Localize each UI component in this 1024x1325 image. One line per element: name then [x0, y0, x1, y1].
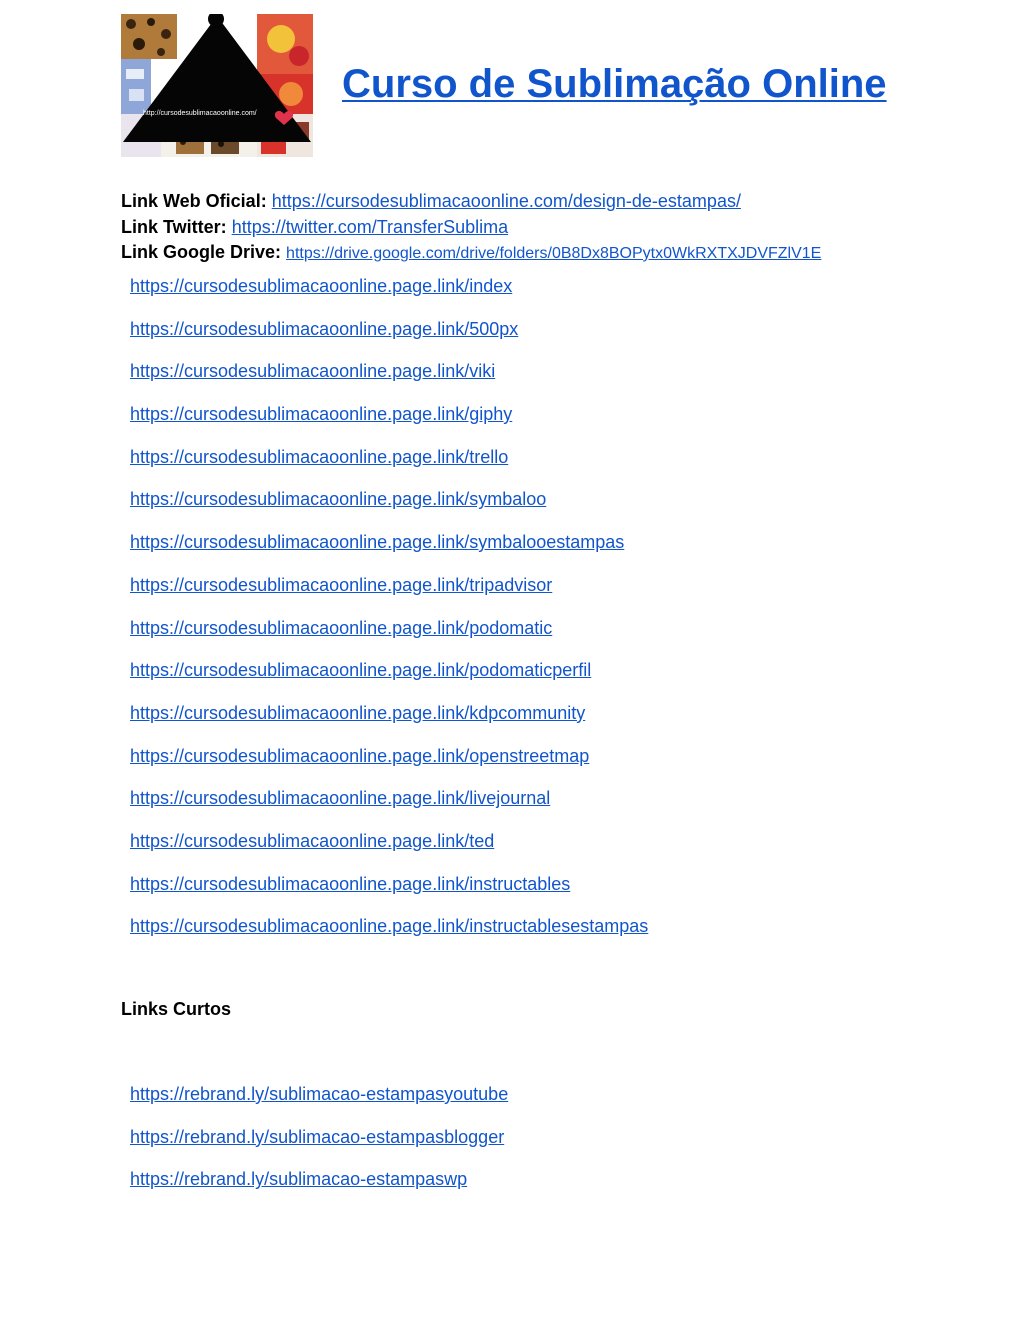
- page-link-openstreetmap[interactable]: https://cursodesublimacaoonline.page.link/openstreetmap: [130, 745, 590, 766]
- list-item: [130, 530, 648, 573]
- list-item: [130, 616, 648, 659]
- list-item: [130, 359, 648, 402]
- page-link-instructablesestampas[interactable]: https://cursodesublimacaoonline.page.link/instructablesestampas: [130, 916, 649, 937]
- list-item: [130, 701, 648, 744]
- list-item: [130, 1167, 508, 1210]
- page-title[interactable]: Curso de Sublimação Online: [342, 62, 887, 106]
- page-link-giphy[interactable]: https://cursodesublimacaoonline.page.link/giphy: [130, 404, 513, 425]
- page-links-list: [130, 274, 648, 957]
- page-link-podomaticperfil[interactable]: https://cursodesublimacaoonline.page.link/podomaticperfil: [130, 660, 592, 681]
- page-link-podomatic[interactable]: https://cursodesublimacaoonline.page.link/podomatic: [130, 617, 553, 638]
- short-links-list: [130, 1082, 508, 1210]
- short-link-blogger[interactable]: https://rebrand.ly/sublimacao-estampasblogger: [130, 1126, 505, 1147]
- web-link-label: Link Web Oficial:: [121, 191, 267, 211]
- page-link-livejournal[interactable]: https://cursodesublimacaoonline.page.link/livejournal: [130, 788, 551, 809]
- list-item: [130, 872, 648, 915]
- list-item: [130, 402, 648, 445]
- page-link-tripadvisor[interactable]: https://cursodesublimacaoonline.page.link/tripadvisor: [130, 574, 553, 595]
- twitter-link-line: [121, 216, 508, 238]
- list-item: [130, 1082, 508, 1125]
- page-link-kdpcommunity[interactable]: https://cursodesublimacaoonline.page.link/kdpcommunity: [130, 702, 586, 723]
- short-link-youtube[interactable]: https://rebrand.ly/sublimacao-estampasyoutube: [130, 1084, 509, 1104]
- list-item: [130, 317, 648, 360]
- page-link-viki[interactable]: https://cursodesublimacaoonline.page.link/viki: [130, 361, 496, 382]
- page-link-symbaloo[interactable]: https://cursodesublimacaoonline.page.link/symbaloo: [130, 489, 547, 510]
- list-item: [130, 1125, 508, 1168]
- list-item: [130, 573, 648, 616]
- list-item: [130, 786, 648, 829]
- twitter-link[interactable]: https://twitter.com/TransferSublima: [231, 217, 509, 237]
- list-item: [130, 487, 648, 530]
- list-item: [130, 914, 648, 957]
- page-link-instructables[interactable]: https://cursodesublimacaoonline.page.link/instructables: [130, 873, 571, 894]
- list-item: [130, 445, 648, 488]
- short-link-wp[interactable]: https://rebrand.ly/sublimacao-estampaswp: [130, 1169, 468, 1190]
- page-link-500px[interactable]: https://cursodesublimacaoonline.page.link/500px: [130, 318, 519, 339]
- page-link-symbalooestampas[interactable]: https://cursodesublimacaoonline.page.link/symbalooestampas: [130, 532, 625, 553]
- logo-url-text: http://cursodesublimacaoonline.com/: [143, 110, 257, 117]
- list-item: [130, 829, 648, 872]
- drive-link-label: Link Google Drive:: [121, 242, 282, 262]
- drive-link[interactable]: https://drive.google.com/drive/folders/0B8Dx8BOPytx0WkRXTXJDVFZlV1E: [286, 245, 822, 262]
- logo-collage-image: [121, 14, 313, 157]
- short-links-heading: Links Curtos: [121, 999, 232, 1019]
- list-item: [130, 658, 648, 701]
- page-link-index[interactable]: https://cursodesublimacaoonline.page.link/index: [130, 276, 513, 296]
- twitter-link-label: Link Twitter:: [121, 217, 227, 237]
- web-link[interactable]: https://cursodesublimacaoonline.com/design-de-estampas/: [271, 191, 741, 211]
- drive-link-line: [121, 241, 821, 265]
- list-item: [130, 744, 648, 787]
- page-link-trello[interactable]: https://cursodesublimacaoonline.page.link/trello: [130, 446, 509, 467]
- course-logo: [121, 14, 313, 157]
- web-link-line: [121, 190, 741, 212]
- page-link-ted[interactable]: https://cursodesublimacaoonline.page.link/ted: [130, 830, 495, 851]
- list-item: [130, 274, 648, 317]
